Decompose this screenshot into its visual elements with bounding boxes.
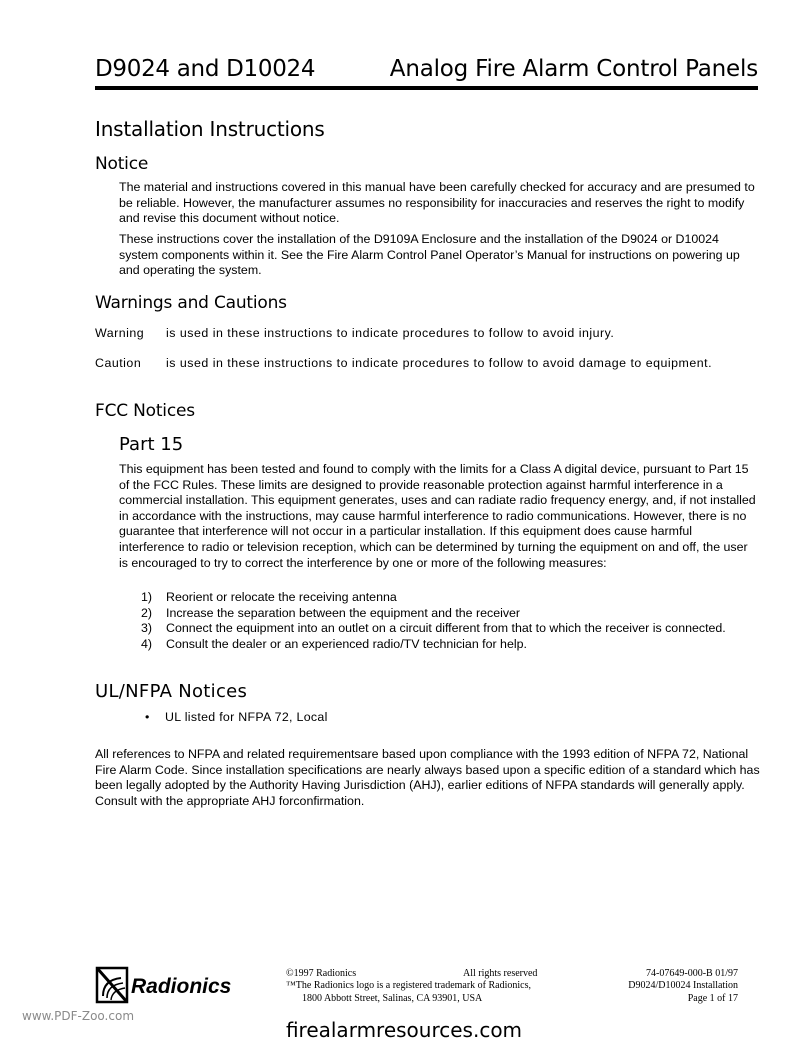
- copyright-text: ©1997 Radionics: [286, 968, 357, 979]
- list-item-text: Increase the separation between the equipment and the receiver: [166, 605, 521, 620]
- header-right-title: Analog Fire Alarm Control Panels: [389, 56, 758, 82]
- caution-text: is used in these instructions to indicate procedures to follow to avoid damage to equipment.: [166, 356, 713, 370]
- list-item-text: Reorient or relocate the receiving antenna: [166, 590, 397, 604]
- fcc-heading: FCC Notices: [95, 401, 195, 421]
- nfpa-paragraph: All references to NFPA and related requirementsare based upon compliance with the 1993 edition of NFPA 72, National Fire Alarm Code. Since installation specifications are nearly always based upon a specific edition of a standard which has been legally adopted by the Authority Having Jurisdiction (AHJ), earlier editions of NFPA standards will generally apply. Consult with the appropriate AHJ forconfirmation.: [95, 747, 760, 808]
- doc-title: D9024/D10024 Installation: [628, 980, 738, 992]
- fcc-paragraph: This equipment has been tested and found to comply with the limits for a Class A digital device, pursuant to Part 15 of the FCC Rules. These limits are designed to provide reasonable protection against harmful interference in a commercial installation. This equipment generates, uses and can radiate radio frequency energy, and, if not installed in accordance with the instructions, may cause harmful interference to radio communications. However, there is no guarantee that interference will not occur in a particular installation. If this equipment does cause harmful interference to radio or television reception, which can be determined by turning the equipment on and off, the user is encouraged to try to correct the interference by one or more of the following measures:: [119, 462, 756, 570]
- notice-heading: Notice: [95, 154, 149, 174]
- header-rule: [95, 86, 758, 90]
- site-url: firealarmresources.com: [285, 1018, 523, 1042]
- warnings-heading: Warnings and Cautions: [95, 293, 287, 313]
- radionics-logo-icon: [95, 966, 235, 1010]
- trademark-text: ™The Radionics logo is a registered trademark of Radionics,: [286, 980, 532, 992]
- warning-text: is used in these instructions to indicate procedures to follow to avoid injury.: [166, 326, 615, 340]
- footer-doc-info: [600, 968, 738, 1005]
- radionics-logo: [95, 966, 235, 1010]
- fcc-measures-list: [141, 590, 761, 652]
- list-item: [141, 621, 761, 637]
- notice-paragraph-2: These instructions cover the installation of the D9109A Enclosure and the installation of the D9024 or D10024 system components within it. See the Fire Alarm Control Panel Operator’s Manual for instructions on powering up and operating the system.: [119, 232, 740, 278]
- list-item: [141, 590, 761, 606]
- list-item-text: Consult the dealer or an experienced radio/TV technician for help.: [166, 636, 527, 651]
- list-item: [141, 637, 761, 653]
- list-item-number: 1): [141, 590, 153, 604]
- ul-nfpa-heading: UL/NFPA Notices: [95, 681, 248, 702]
- page-number: Page 1 of 17: [687, 992, 738, 1004]
- rights-text: All rights reserved: [463, 968, 538, 979]
- list-item-number: 4): [141, 636, 153, 651]
- list-item-number: 3): [141, 621, 153, 636]
- footer-legal: [286, 968, 561, 1005]
- watermark-text: www.PDF-Zoo.com: [22, 1009, 135, 1023]
- caution-term: Caution: [95, 356, 142, 370]
- ul-bullet-text: UL listed for NFPA 72, Local: [165, 710, 328, 724]
- bullet-glyph: •: [145, 710, 150, 724]
- part15-heading: Part 15: [119, 434, 184, 455]
- header-left-title: D9024 and D10024: [95, 56, 316, 82]
- list-item-text: Connect the equipment into an outlet on a circuit different from that to which the receiver is connected.: [166, 621, 726, 636]
- notice-paragraph-1: The material and instructions covered in this manual have been carefully checked for accuracy and are presumed to be reliable. However, the manufacturer assumes no responsibility for inaccuracies and reserves the right to modify and revise this document without notice.: [119, 180, 755, 226]
- list-item: [141, 606, 761, 622]
- logo-wordmark: Radionics: [131, 975, 232, 998]
- page-title: Installation Instructions: [95, 117, 325, 141]
- warning-term: Warning: [95, 326, 145, 340]
- doc-number: 74-07649-000-B 01/97: [646, 968, 738, 979]
- list-item-number: 2): [141, 605, 153, 620]
- page-header: [95, 52, 758, 88]
- address-text: 1800 Abbott Street, Salinas, CA 93901, USA: [302, 992, 483, 1004]
